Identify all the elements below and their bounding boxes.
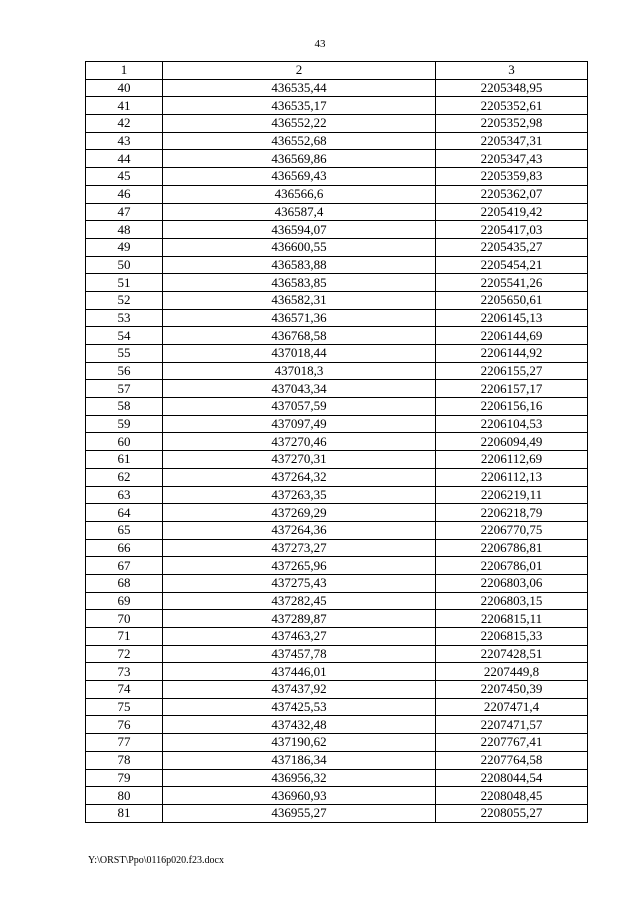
table-row bbox=[86, 345, 588, 363]
point-number-cell: 51 bbox=[86, 274, 163, 292]
y-coordinate-cell: 2206156,16 bbox=[436, 398, 588, 416]
point-number-cell: 74 bbox=[86, 681, 163, 699]
x-coordinate-cell: 436583,88 bbox=[163, 256, 436, 274]
x-coordinate-cell: 437463,27 bbox=[163, 628, 436, 646]
y-coordinate-cell: 2205541,26 bbox=[436, 274, 588, 292]
x-coordinate-cell: 436960,93 bbox=[163, 787, 436, 805]
x-coordinate-cell: 436569,86 bbox=[163, 150, 436, 168]
point-number-cell: 79 bbox=[86, 769, 163, 787]
point-number-cell: 75 bbox=[86, 698, 163, 716]
table-row bbox=[86, 132, 588, 150]
y-coordinate-cell: 2208055,27 bbox=[436, 804, 588, 822]
table-row bbox=[86, 203, 588, 221]
y-coordinate-cell: 2207471,57 bbox=[436, 716, 588, 734]
x-coordinate-cell: 437263,35 bbox=[163, 486, 436, 504]
table-row bbox=[86, 380, 588, 398]
point-number-cell: 69 bbox=[86, 592, 163, 610]
y-coordinate-cell: 2205352,98 bbox=[436, 115, 588, 133]
table-row bbox=[86, 486, 588, 504]
x-coordinate-cell: 437273,27 bbox=[163, 539, 436, 557]
y-coordinate-cell: 2206155,27 bbox=[436, 362, 588, 380]
point-number-cell: 52 bbox=[86, 291, 163, 309]
x-coordinate-cell: 437018,3 bbox=[163, 362, 436, 380]
point-number-cell: 40 bbox=[86, 79, 163, 97]
x-coordinate-cell: 437289,87 bbox=[163, 610, 436, 628]
x-coordinate-cell: 436583,85 bbox=[163, 274, 436, 292]
y-coordinate-cell: 2206815,11 bbox=[436, 610, 588, 628]
table-row bbox=[86, 539, 588, 557]
x-coordinate-cell: 436768,58 bbox=[163, 327, 436, 345]
y-coordinate-cell: 2206112,13 bbox=[436, 468, 588, 486]
table-row bbox=[86, 468, 588, 486]
y-coordinate-cell: 2205454,21 bbox=[436, 256, 588, 274]
table-row bbox=[86, 362, 588, 380]
table-header-row bbox=[86, 62, 588, 80]
table-row bbox=[86, 97, 588, 115]
point-number-cell: 48 bbox=[86, 221, 163, 239]
x-coordinate-cell: 437446,01 bbox=[163, 663, 436, 681]
y-coordinate-cell: 2206219,11 bbox=[436, 486, 588, 504]
table-row bbox=[86, 681, 588, 699]
table-row bbox=[86, 415, 588, 433]
x-coordinate-cell: 436535,17 bbox=[163, 97, 436, 115]
table-row bbox=[86, 804, 588, 822]
point-number-cell: 61 bbox=[86, 451, 163, 469]
y-coordinate-cell: 2206112,69 bbox=[436, 451, 588, 469]
y-coordinate-cell: 2205347,31 bbox=[436, 132, 588, 150]
x-coordinate-cell: 436552,68 bbox=[163, 132, 436, 150]
point-number-cell: 66 bbox=[86, 539, 163, 557]
x-coordinate-cell: 437270,31 bbox=[163, 451, 436, 469]
table-row bbox=[86, 521, 588, 539]
table-row bbox=[86, 433, 588, 451]
table-row bbox=[86, 327, 588, 345]
x-coordinate-cell: 436956,32 bbox=[163, 769, 436, 787]
table-row bbox=[86, 698, 588, 716]
x-coordinate-cell: 437057,59 bbox=[163, 398, 436, 416]
x-coordinate-cell: 436587,4 bbox=[163, 203, 436, 221]
table-row bbox=[86, 645, 588, 663]
point-number-cell: 42 bbox=[86, 115, 163, 133]
point-number-cell: 63 bbox=[86, 486, 163, 504]
point-number-cell: 41 bbox=[86, 97, 163, 115]
point-number-cell: 54 bbox=[86, 327, 163, 345]
point-number-cell: 58 bbox=[86, 398, 163, 416]
point-number-cell: 80 bbox=[86, 787, 163, 805]
table-row bbox=[86, 574, 588, 592]
point-number-cell: 64 bbox=[86, 504, 163, 522]
x-coordinate-cell: 436594,07 bbox=[163, 221, 436, 239]
y-coordinate-cell: 2207428,51 bbox=[436, 645, 588, 663]
y-coordinate-cell: 2205417,03 bbox=[436, 221, 588, 239]
point-number-cell: 67 bbox=[86, 557, 163, 575]
x-coordinate-cell: 436600,55 bbox=[163, 238, 436, 256]
point-number-cell: 78 bbox=[86, 751, 163, 769]
point-number-cell: 76 bbox=[86, 716, 163, 734]
table-row bbox=[86, 716, 588, 734]
y-coordinate-cell: 2208044,54 bbox=[436, 769, 588, 787]
x-coordinate-cell: 437186,34 bbox=[163, 751, 436, 769]
y-coordinate-cell: 2206218,79 bbox=[436, 504, 588, 522]
y-coordinate-cell: 2205362,07 bbox=[436, 185, 588, 203]
x-coordinate-cell: 437018,44 bbox=[163, 345, 436, 363]
x-coordinate-cell: 436569,43 bbox=[163, 168, 436, 186]
table-row bbox=[86, 398, 588, 416]
coordinates-table bbox=[85, 61, 588, 823]
point-number-cell: 55 bbox=[86, 345, 163, 363]
x-coordinate-cell: 437265,96 bbox=[163, 557, 436, 575]
point-number-cell: 71 bbox=[86, 628, 163, 646]
y-coordinate-cell: 2206157,17 bbox=[436, 380, 588, 398]
point-number-cell: 72 bbox=[86, 645, 163, 663]
point-number-cell: 47 bbox=[86, 203, 163, 221]
point-number-cell: 73 bbox=[86, 663, 163, 681]
y-coordinate-cell: 2206144,92 bbox=[436, 345, 588, 363]
y-coordinate-cell: 2206770,75 bbox=[436, 521, 588, 539]
x-coordinate-cell: 436566,6 bbox=[163, 185, 436, 203]
x-coordinate-cell: 436955,27 bbox=[163, 804, 436, 822]
table-row bbox=[86, 504, 588, 522]
x-coordinate-cell: 437264,32 bbox=[163, 468, 436, 486]
table-row bbox=[86, 309, 588, 327]
table-row bbox=[86, 610, 588, 628]
y-coordinate-cell: 2205359,83 bbox=[436, 168, 588, 186]
column-header-3: 3 bbox=[436, 62, 588, 80]
y-coordinate-cell: 2207764,58 bbox=[436, 751, 588, 769]
y-coordinate-cell: 2206803,15 bbox=[436, 592, 588, 610]
y-coordinate-cell: 2206803,06 bbox=[436, 574, 588, 592]
y-coordinate-cell: 2207471,4 bbox=[436, 698, 588, 716]
table-row bbox=[86, 168, 588, 186]
footer-file-path: Y:\ORST\Ppo\0116p020.f23.docx bbox=[88, 855, 224, 866]
x-coordinate-cell: 437457,78 bbox=[163, 645, 436, 663]
x-coordinate-cell: 436571,36 bbox=[163, 309, 436, 327]
y-coordinate-cell: 2206786,01 bbox=[436, 557, 588, 575]
table-row bbox=[86, 628, 588, 646]
point-number-cell: 77 bbox=[86, 734, 163, 752]
point-number-cell: 70 bbox=[86, 610, 163, 628]
column-header-2: 2 bbox=[163, 62, 436, 80]
y-coordinate-cell: 2206815,33 bbox=[436, 628, 588, 646]
point-number-cell: 50 bbox=[86, 256, 163, 274]
y-coordinate-cell: 2205650,61 bbox=[436, 291, 588, 309]
table-row bbox=[86, 787, 588, 805]
point-number-cell: 57 bbox=[86, 380, 163, 398]
point-number-cell: 53 bbox=[86, 309, 163, 327]
point-number-cell: 62 bbox=[86, 468, 163, 486]
point-number-cell: 68 bbox=[86, 574, 163, 592]
x-coordinate-cell: 437190,62 bbox=[163, 734, 436, 752]
x-coordinate-cell: 436582,31 bbox=[163, 291, 436, 309]
x-coordinate-cell: 436535,44 bbox=[163, 79, 436, 97]
table-row bbox=[86, 238, 588, 256]
table-row bbox=[86, 221, 588, 239]
x-coordinate-cell: 437437,92 bbox=[163, 681, 436, 699]
x-coordinate-cell: 437275,43 bbox=[163, 574, 436, 592]
table-body bbox=[86, 79, 588, 822]
x-coordinate-cell: 437282,45 bbox=[163, 592, 436, 610]
page-number: 43 bbox=[314, 38, 326, 50]
y-coordinate-cell: 2205435,27 bbox=[436, 238, 588, 256]
table-row bbox=[86, 751, 588, 769]
x-coordinate-cell: 437425,53 bbox=[163, 698, 436, 716]
table-row bbox=[86, 734, 588, 752]
x-coordinate-cell: 437270,46 bbox=[163, 433, 436, 451]
y-coordinate-cell: 2207449,8 bbox=[436, 663, 588, 681]
table-row bbox=[86, 185, 588, 203]
y-coordinate-cell: 2207450,39 bbox=[436, 681, 588, 699]
table-row bbox=[86, 274, 588, 292]
x-coordinate-cell: 437043,34 bbox=[163, 380, 436, 398]
y-coordinate-cell: 2206104,53 bbox=[436, 415, 588, 433]
x-coordinate-cell: 436552,22 bbox=[163, 115, 436, 133]
point-number-cell: 65 bbox=[86, 521, 163, 539]
y-coordinate-cell: 2206145,13 bbox=[436, 309, 588, 327]
table-row bbox=[86, 663, 588, 681]
table-row bbox=[86, 769, 588, 787]
x-coordinate-cell: 437264,36 bbox=[163, 521, 436, 539]
table-row bbox=[86, 256, 588, 274]
y-coordinate-cell: 2205352,61 bbox=[436, 97, 588, 115]
table-row bbox=[86, 557, 588, 575]
point-number-cell: 59 bbox=[86, 415, 163, 433]
x-coordinate-cell: 437432,48 bbox=[163, 716, 436, 734]
point-number-cell: 45 bbox=[86, 168, 163, 186]
table-row bbox=[86, 79, 588, 97]
point-number-cell: 56 bbox=[86, 362, 163, 380]
table-row bbox=[86, 592, 588, 610]
x-coordinate-cell: 437097,49 bbox=[163, 415, 436, 433]
x-coordinate-cell: 437269,29 bbox=[163, 504, 436, 522]
point-number-cell: 49 bbox=[86, 238, 163, 256]
table-row bbox=[86, 291, 588, 309]
table-row bbox=[86, 451, 588, 469]
y-coordinate-cell: 2206786,81 bbox=[436, 539, 588, 557]
y-coordinate-cell: 2205419,42 bbox=[436, 203, 588, 221]
y-coordinate-cell: 2207767,41 bbox=[436, 734, 588, 752]
point-number-cell: 60 bbox=[86, 433, 163, 451]
point-number-cell: 46 bbox=[86, 185, 163, 203]
y-coordinate-cell: 2208048,45 bbox=[436, 787, 588, 805]
table-row bbox=[86, 150, 588, 168]
y-coordinate-cell: 2205347,43 bbox=[436, 150, 588, 168]
table-row bbox=[86, 115, 588, 133]
point-number-cell: 44 bbox=[86, 150, 163, 168]
column-header-1: 1 bbox=[86, 62, 163, 80]
point-number-cell: 81 bbox=[86, 804, 163, 822]
y-coordinate-cell: 2206144,69 bbox=[436, 327, 588, 345]
y-coordinate-cell: 2206094,49 bbox=[436, 433, 588, 451]
point-number-cell: 43 bbox=[86, 132, 163, 150]
y-coordinate-cell: 2205348,95 bbox=[436, 79, 588, 97]
